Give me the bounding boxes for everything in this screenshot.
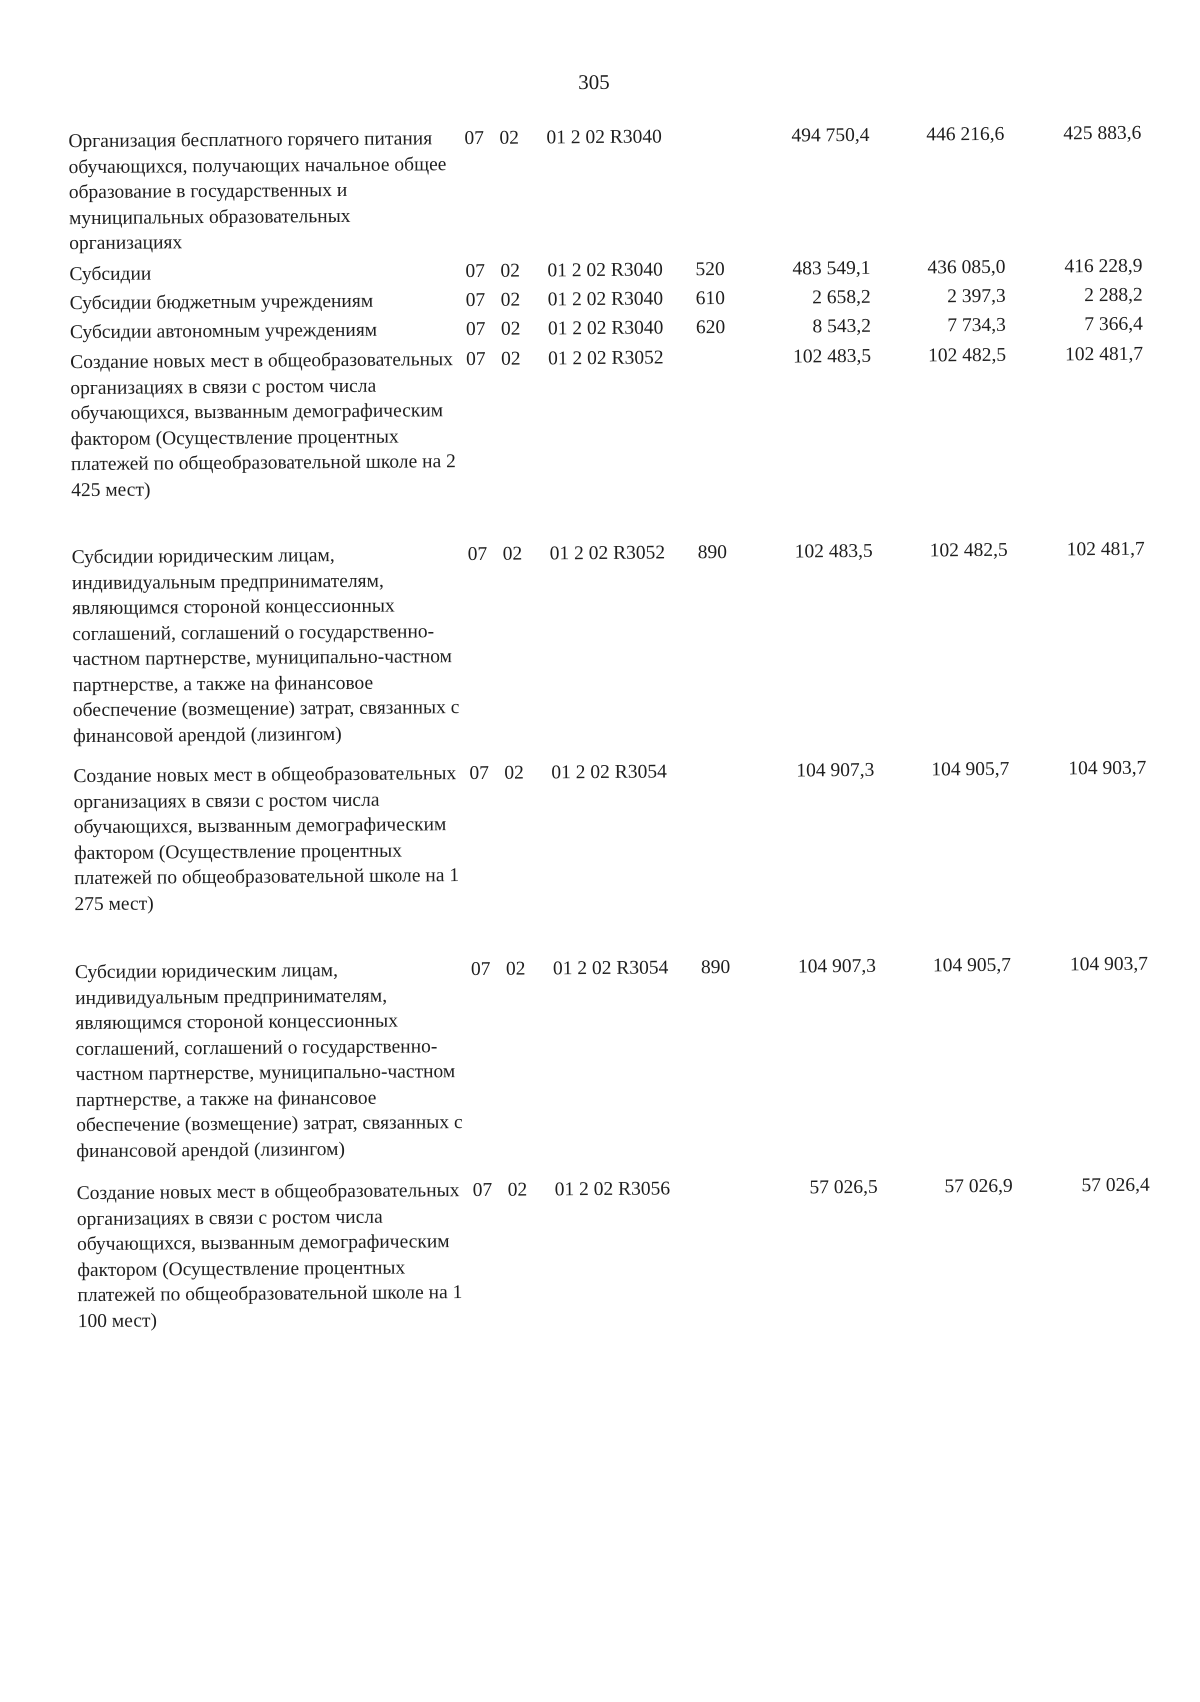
- row-section: 07: [465, 289, 486, 312]
- row-name: Создание новых мест в общеобразовательных организациях в связи с ростом числа обучающихся, вызванным демографическим фактором (Осуществление процентных платежей по общеобразовательной школе на 1 275 мест): [73, 763, 460, 915]
- row-section: 07: [465, 318, 486, 341]
- row-section: 07: [470, 958, 491, 981]
- row-section: 07: [469, 762, 489, 785]
- row-subsection: 02: [507, 1179, 528, 1201]
- row-section: 07: [472, 1179, 493, 1202]
- row-value-year-1: 104 907,3: [797, 955, 877, 978]
- row-name: Субсидии: [69, 263, 152, 286]
- row-subsection: 02: [501, 348, 521, 370]
- row-target-article: 01 2 02 R3054: [552, 957, 669, 980]
- table-row: [1, 951, 1200, 1162]
- row-expense-type: 520: [695, 259, 725, 281]
- row-value-year-2: 102 482,5: [928, 344, 1007, 367]
- row-value-year-2: 104 905,7: [931, 758, 1010, 781]
- row-value-year-3: 416 228,9: [1064, 255, 1143, 278]
- row-expense-type: 610: [695, 288, 726, 310]
- row-target-article: 01 2 02 R3056: [554, 1178, 671, 1201]
- row-value-year-1: 102 483,5: [794, 540, 873, 563]
- row-target-article: 01 2 02 R3040: [546, 126, 662, 149]
- row-value-year-2: 446 216,6: [926, 123, 1005, 146]
- row-value-year-3: 425 883,6: [1063, 122, 1142, 145]
- row-value-year-1: 2 658,2: [812, 286, 871, 309]
- row-expense-type: 620: [695, 317, 726, 339]
- row-subsection: 02: [502, 543, 523, 565]
- row-value-year-1: 483 549,1: [792, 257, 871, 280]
- page-number: 305: [578, 69, 610, 95]
- row-expense-type: 890: [700, 956, 731, 979]
- row-subsection: 02: [500, 289, 521, 311]
- row-value-year-1: 57 026,5: [809, 1176, 878, 1199]
- row-value-year-2: 436 085,0: [927, 256, 1006, 279]
- row-value-year-3: 104 903,7: [1068, 757, 1147, 780]
- row-target-article: 01 2 02 R3040: [547, 259, 663, 282]
- table-row: [0, 536, 1198, 747]
- row-section: 07: [464, 127, 484, 150]
- row-subsection: 02: [500, 260, 521, 282]
- row-target-article: 01 2 02 R3054: [551, 761, 667, 784]
- row-name: Создание новых мест в общеобразовательных организациях в связи с ростом числа обучающихся, вызванным демографическим фактором (Осуществление процентных платежей по общеобразовательной школе на 2 425 мест): [70, 349, 456, 501]
- row-name: Субсидии юридическим лицам, индивидуальным предпринимателям, являющимся стороной концессионных соглашений, соглашений о государственно-частном партнерстве, муниципально-частном партнерстве, а также на финансовое обеспечение (возмещение) затрат, связанных с финансовой арендой (лизингом): [74, 960, 463, 1162]
- row-value-year-3: 57 026,4: [1081, 1174, 1150, 1197]
- row-subsection: 02: [505, 958, 526, 980]
- row-expense-type: 890: [697, 541, 727, 564]
- row-name: Субсидии бюджетным учреждениям: [69, 290, 374, 315]
- row-value-year-1: 104 907,3: [796, 759, 875, 782]
- row-value-year-2: 104 905,7: [932, 954, 1012, 977]
- table-row: [0, 755, 1199, 915]
- row-value-year-2: 57 026,9: [944, 1175, 1013, 1198]
- row-value-year-3: 102 481,7: [1066, 538, 1145, 561]
- table-row: [0, 120, 1194, 255]
- row-target-article: 01 2 02 R3040: [547, 317, 664, 340]
- row-target-article: 01 2 02 R3052: [549, 542, 666, 565]
- row-value-year-1: 102 483,5: [793, 345, 872, 368]
- row-name: Создание новых мест в общеобразовательных организациях в связи с ростом числа обучающихся, вызванным демографическим фактором (Осуществление процентных платежей по общеобразовательной школе на 1 100 мест): [76, 1180, 463, 1332]
- row-value-year-3: 7 366,4: [1084, 313, 1143, 336]
- row-name: Организация бесплатного горячего питания обучающихся, получающих начальное общее образование в государственных и муниципальных образовательных организациях: [68, 128, 447, 255]
- row-target-article: 01 2 02 R3052: [548, 347, 664, 370]
- row-subsection: 02: [504, 762, 524, 784]
- row-value-year-2: 2 397,3: [947, 285, 1006, 308]
- row-section: 07: [466, 348, 486, 371]
- row-section: 07: [467, 543, 488, 566]
- row-value-year-2: 7 734,3: [947, 314, 1006, 337]
- row-name: Субсидии юридическим лицам, индивидуальным предпринимателям, являющимся стороной концессионных соглашений, соглашений о государственно-частном партнерстве, муниципально-частном партнерстве, а также на финансовое обеспечение (возмещение) затрат, связанных с финансовой арендой (лизингом): [71, 545, 460, 747]
- row-value-year-3: 102 481,7: [1065, 343, 1144, 366]
- row-subsection: 02: [499, 127, 519, 149]
- row-value-year-1: 8 543,2: [812, 315, 871, 338]
- row-target-article: 01 2 02 R3040: [547, 288, 664, 311]
- row-value-year-2: 102 482,5: [929, 539, 1008, 562]
- row-value-year-3: 104 903,7: [1069, 953, 1148, 976]
- row-name: Субсидии автономным учреждениям: [69, 319, 378, 344]
- row-section: 07: [465, 260, 486, 283]
- row-subsection: 02: [500, 318, 521, 340]
- row-value-year-3: 2 288,2: [1084, 284, 1143, 307]
- table-row: [3, 1172, 1200, 1332]
- row-value-year-1: 494 750,4: [791, 124, 870, 147]
